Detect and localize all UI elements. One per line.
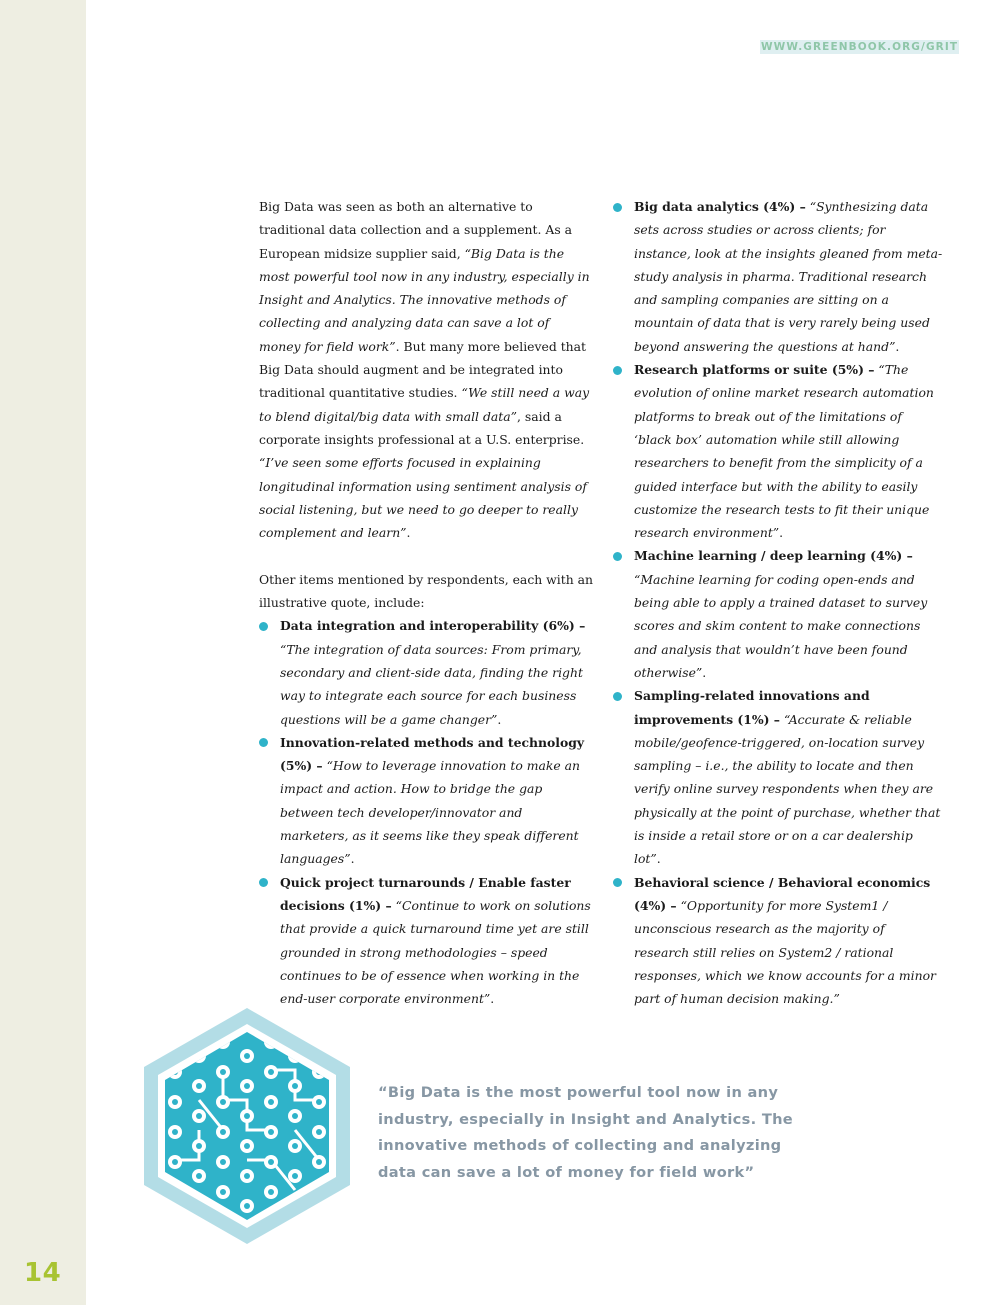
item-title: Big data analytics (4%) – bbox=[634, 199, 806, 214]
item-title: Machine learning / deep learning (4%) – bbox=[634, 548, 913, 564]
list-item bbox=[613, 684, 943, 870]
item-quote: “The integration of data sources: From primary, secondary and client-side data, finding the right way to integrate each source for each business questions will be a game changer” bbox=[280, 641, 583, 727]
list-item bbox=[613, 544, 943, 684]
list-item bbox=[259, 614, 594, 730]
list-item bbox=[259, 871, 594, 1011]
bullet-icon bbox=[613, 692, 622, 701]
page-number: 14 bbox=[24, 1258, 62, 1288]
item-quote: “Continue to work on solutions that provide a quick turnaround time yet are still grounded in strong methodologies – speed continues to be of essence when working in the end-user corporate environment” bbox=[280, 897, 591, 1007]
list-item bbox=[259, 731, 594, 871]
intro-text: , said a corporate insights professional at a U.S. enterprise. bbox=[259, 408, 585, 447]
site-url-link[interactable]: WWW.GREENBOOK.ORG/GRIT bbox=[761, 41, 959, 53]
item-end: . bbox=[350, 851, 355, 867]
bullet-icon bbox=[613, 366, 622, 375]
item-end: . bbox=[895, 338, 900, 354]
list-item bbox=[613, 358, 943, 544]
item-title: Quick project turnarounds / Enable faster decisions (1%) – bbox=[280, 874, 571, 913]
bullet-icon bbox=[259, 738, 268, 747]
item-quote: “How to leverage innovation to make an impact and action. How to bridge the gap between tech developer/innovator and marketers, as it seems like they speak different languages” bbox=[280, 758, 581, 867]
item-title: Research platforms or suite (5%) – bbox=[634, 362, 875, 378]
bullet-icon bbox=[613, 878, 622, 887]
circuit-hexagon-icon bbox=[137, 1002, 357, 1250]
intro-text: . But many more believed that Big Data should augment and be integrated into traditional quantitative studies. bbox=[259, 338, 587, 401]
intro-text: . bbox=[406, 525, 411, 541]
intro-quote: “Big Data is the most powerful tool now in any industry, especially in Insight and Analytics. The innovative methods of collecting and analyzing data can save a lot of money for field work” bbox=[259, 245, 590, 354]
sidebar-band bbox=[0, 0, 86, 1305]
item-title: Data integration and interoperability (6%) – bbox=[280, 618, 586, 634]
intro-paragraph bbox=[259, 195, 594, 544]
respondent-items-list bbox=[259, 614, 594, 1010]
list-intro: Other items mentioned by respondents, each with an illustrative quote, include: bbox=[259, 571, 594, 611]
bullet-icon bbox=[613, 552, 622, 561]
left-column bbox=[259, 195, 594, 1010]
item-quote: “Synthesizing data sets across studies or across clients; for instance, look at the insights gleaned from meta-study analysis in pharma. Traditional research and sampling companies are sitting on a mountain of data that is very rarely being used beyond answering the questions at hand” bbox=[634, 199, 943, 354]
right-column bbox=[613, 195, 943, 1010]
bullet-icon bbox=[259, 878, 268, 887]
bullet-icon bbox=[613, 203, 622, 212]
item-end: . bbox=[497, 711, 502, 727]
bullet-icon bbox=[259, 622, 268, 631]
item-quote: “The evolution of online market research automation platforms to break out of the limitations of ‘black box’ automation while still allowing researchers to benefit from the simplicity of a guided interface but with the ability to easily customize the research tests to fit their unique research environment” bbox=[634, 362, 934, 541]
item-quote: “Machine learning for coding open-ends and being able to apply a trained dataset to survey scores and skim content to make connections and analysis that wouldn’t have been found otherwise” bbox=[634, 571, 928, 680]
item-title: Innovation-related methods and technology (5%) – bbox=[280, 734, 585, 774]
intro-quote: “I’ve seen some efforts focused in explaining longitudinal information using sentiment analysis of social listening, but we need to go deeper to really complement and learn” bbox=[259, 455, 587, 541]
item-end: . bbox=[702, 664, 707, 680]
intro-text: Big Data was seen as both an alternative to traditional data collection and a supplement. As a European midsize supplier said, bbox=[259, 199, 573, 261]
respondent-items-list-continued bbox=[613, 195, 943, 1010]
item-quote: “Accurate & reliable mobile/geofence-triggered, on-location survey sampling – i.e., the ability to locate and then verify online survey respondents when they are physically at the point of purchase, whether that is inside a retail store or on a car dealership lot” bbox=[634, 711, 941, 867]
intro-quote: “We still need a way to blend digital/big data with small data” bbox=[259, 385, 590, 424]
item-end: . bbox=[490, 991, 495, 1007]
item-title: Sampling-related innovations and improvements (1%) – bbox=[634, 688, 870, 727]
item-end: . bbox=[656, 851, 661, 867]
list-item bbox=[613, 195, 943, 358]
item-end: . bbox=[779, 525, 784, 541]
pull-quote: “Big Data is the most powerful tool now in any industry, especially in Insight and Analytics. The innovative methods of collecting and analyzing data can save a lot of money for field work” bbox=[378, 1084, 793, 1181]
list-item bbox=[613, 871, 943, 1011]
item-title: Behavioral science / Behavioral economics (4%) – bbox=[634, 874, 931, 913]
item-quote: “Opportunity for more System1 / unconscious research as the majority of research still relies on System2 / rational responses, which we know accounts for a minor part of human decision making.” bbox=[634, 897, 936, 1007]
